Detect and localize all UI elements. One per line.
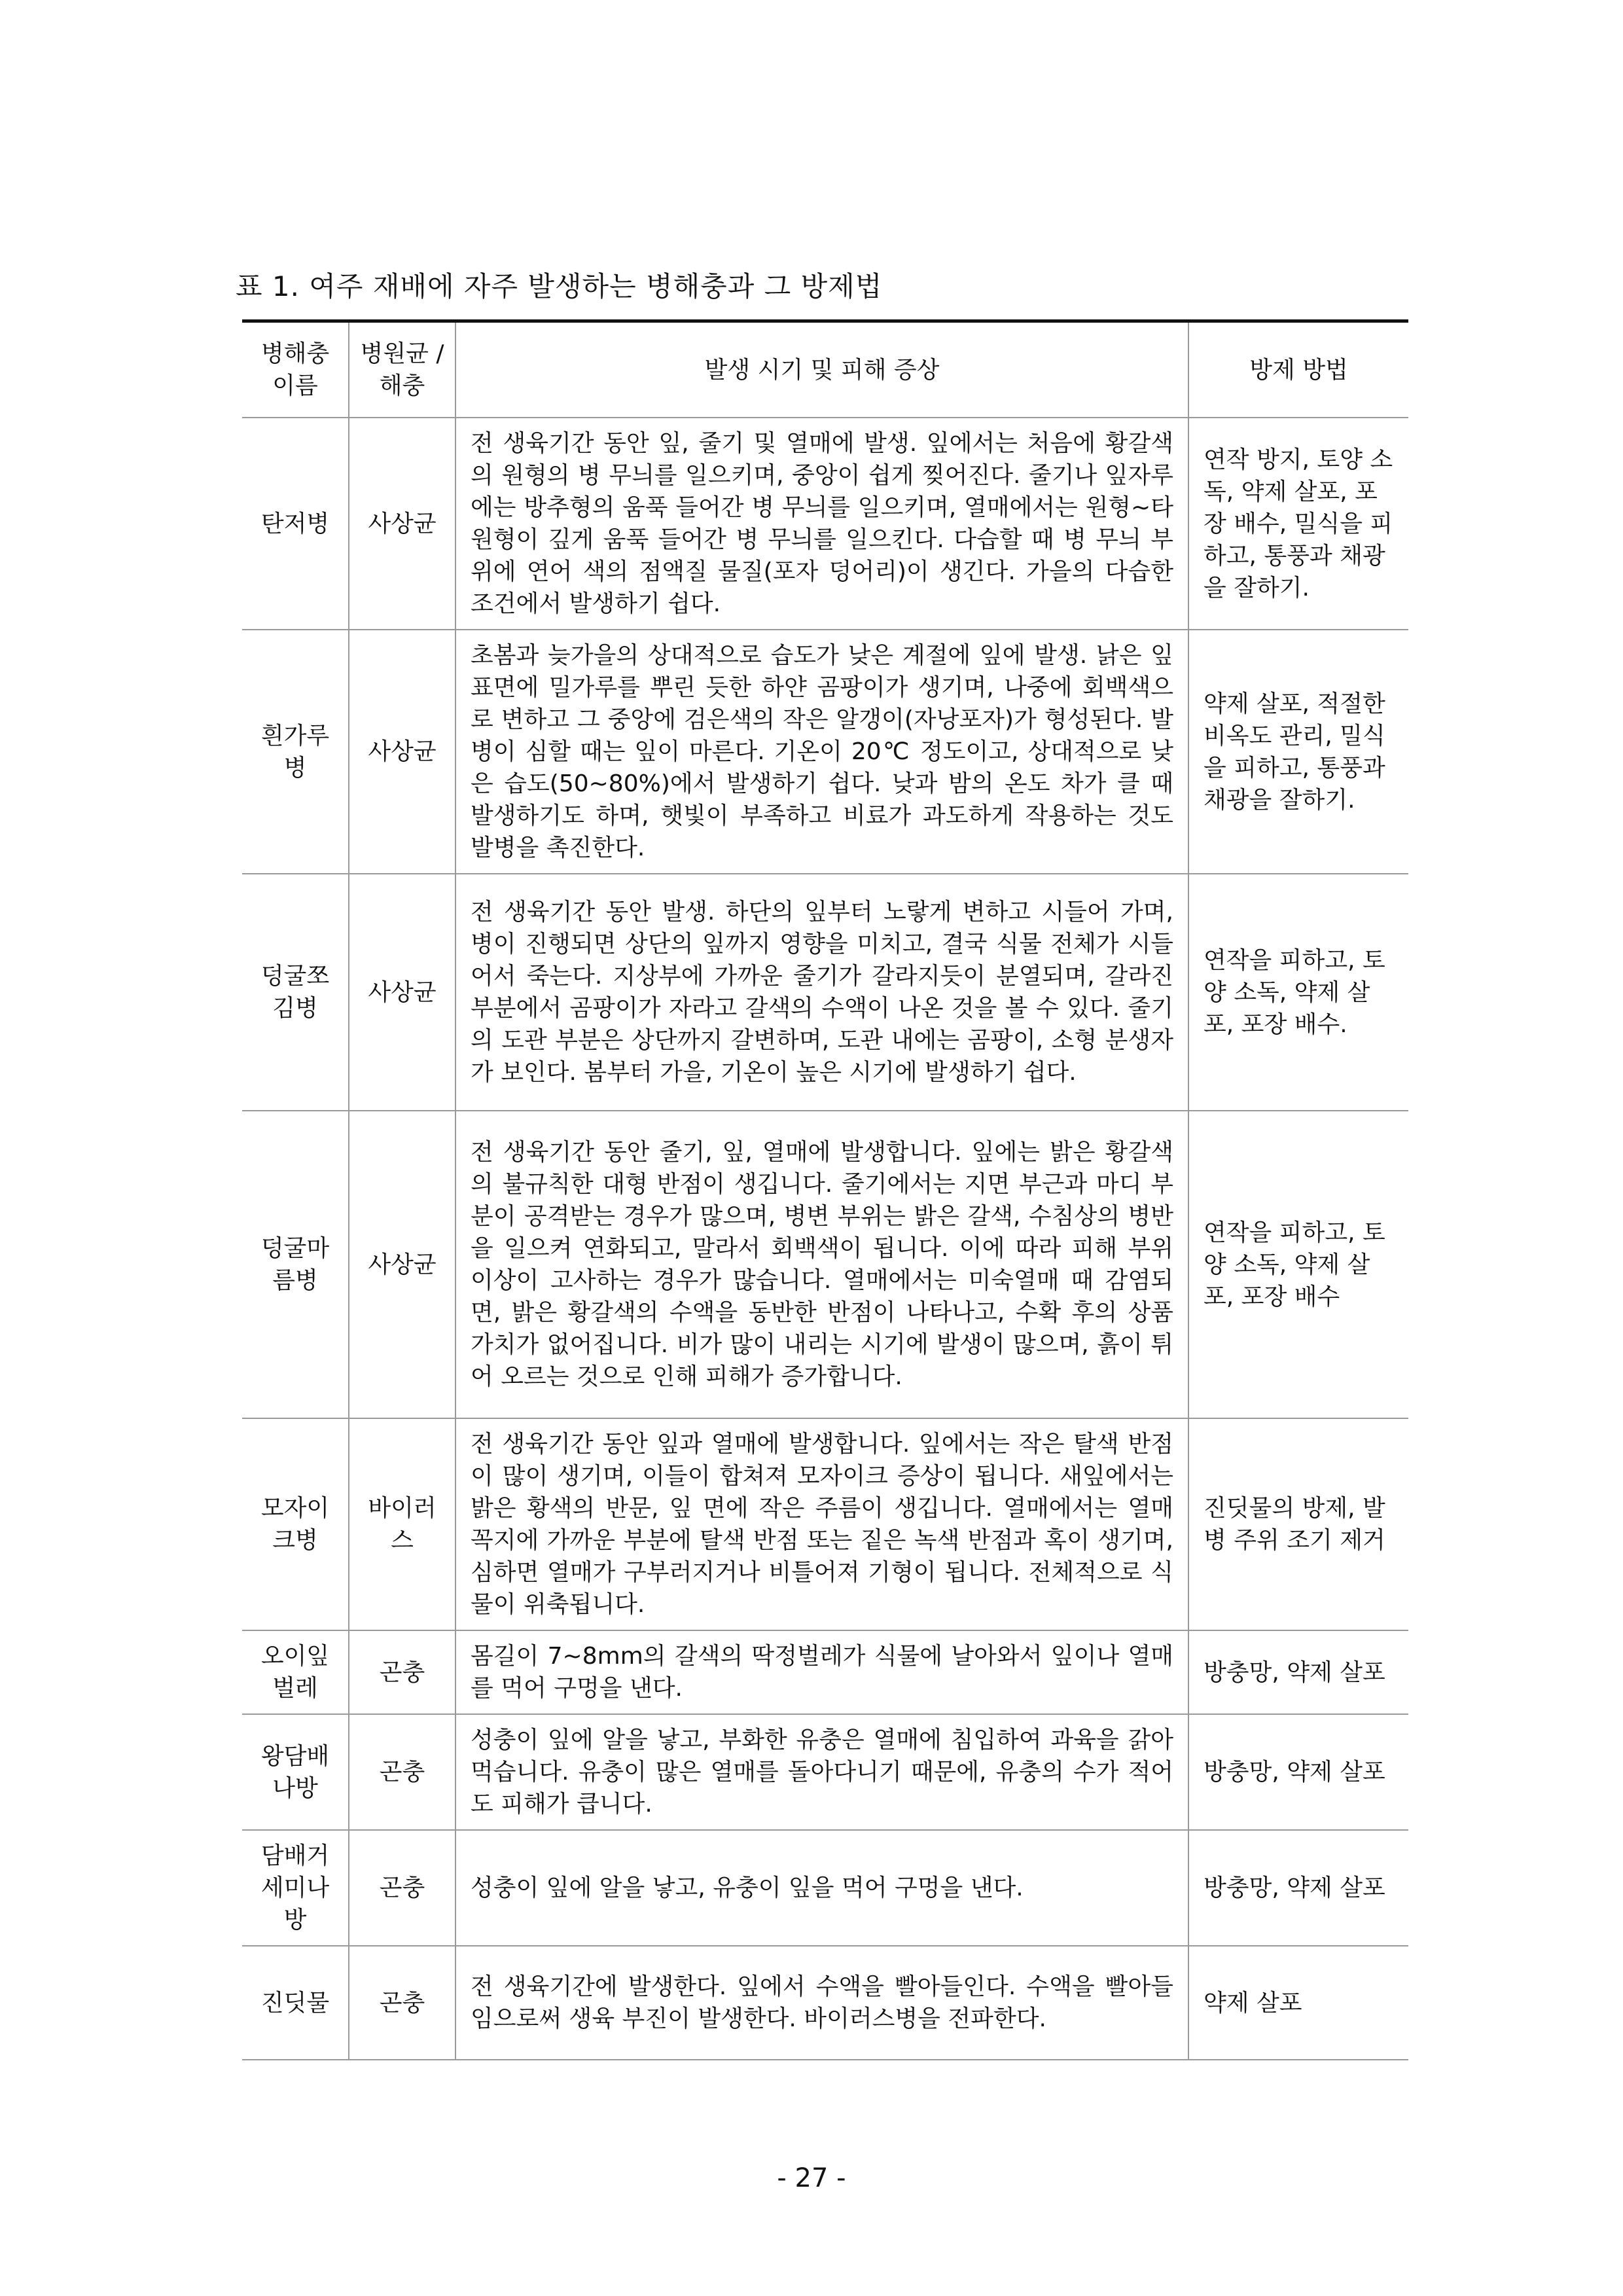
table-row [242, 874, 1408, 1111]
pest-type: 사상균 [349, 418, 455, 630]
header-type: 병원균 /해충 [349, 321, 455, 418]
pest-symptom: 성충이 잎에 알을 낳고, 부화한 유충은 열매에 침입하여 과육을 갉아먹습니다. 유충이 많은 열매를 돌아다니기 때문에, 유충의 수가 적어도 피해가 큽니다. [455, 1714, 1188, 1830]
header-name: 병해충 이름 [242, 321, 349, 418]
pest-control: 방충망, 약제 살포 [1188, 1714, 1408, 1830]
table-row [242, 1830, 1408, 1946]
header-symptom: 발생 시기 및 피해 증상 [455, 321, 1188, 418]
table-row [242, 1946, 1408, 2060]
table-row [242, 630, 1408, 874]
pest-type: 곤충 [349, 1630, 455, 1714]
table-caption: 표 1. 여주 재배에 자주 발생하는 병해충과 그 방제법 [236, 270, 883, 302]
pest-type: 곤충 [349, 1714, 455, 1830]
pest-control-table [242, 319, 1408, 2060]
pest-name: 모자이크병 [242, 1418, 349, 1630]
pest-control: 약제 살포 [1188, 1946, 1408, 2060]
pest-type: 곤충 [349, 1946, 455, 2060]
page-number: - 27 - [777, 2163, 846, 2193]
pest-name: 탄저병 [242, 418, 349, 630]
pest-name: 오이잎벌레 [242, 1630, 349, 1714]
pest-control: 연작을 피하고, 토양 소독, 약제 살포, 포장 배수. [1188, 874, 1408, 1111]
pest-control: 방충망, 약제 살포 [1188, 1630, 1408, 1714]
pest-control: 연작 방지, 토양 소독, 약제 살포, 포장 배수, 밀식을 피하고, 통풍과 채광을 잘하기. [1188, 418, 1408, 630]
pest-name: 왕담배나방 [242, 1714, 349, 1830]
header-control: 방제 방법 [1188, 321, 1408, 418]
pest-control: 연작을 피하고, 토양 소독, 약제 살포, 포장 배수 [1188, 1111, 1408, 1418]
pest-name: 담배거세미나방 [242, 1830, 349, 1946]
table-row [242, 1630, 1408, 1714]
pest-name: 진딧물 [242, 1946, 349, 2060]
pest-name: 덩굴쪼김병 [242, 874, 349, 1111]
pest-symptom: 초봄과 늦가을의 상대적으로 습도가 낮은 계절에 잎에 발생. 낡은 잎 표면에 밀가루를 뿌린 듯한 하얀 곰팡이가 생기며, 나중에 회백색으로 변하고 그 중앙에 검은색의 작은 알갱이(자낭포자)가 형성된다. 발병이 심할 때는 잎이 마른다. 기온이 20℃ 정도이고, 상대적으로 낮은 습도(50~80%)에서 발생하기 쉽다. 낮과 밤의 온도 차가 클 때 발생하기도 하며, 햇빛이 부족하고 비료가 과도하게 작용하는 것도 발병을 촉진한다. [455, 630, 1188, 874]
table-row [242, 1418, 1408, 1630]
table-row [242, 418, 1408, 630]
pest-type: 사상균 [349, 1111, 455, 1418]
pest-name: 덩굴마름병 [242, 1111, 349, 1418]
pest-symptom: 전 생육기간 동안 잎과 열매에 발생합니다. 잎에서는 작은 탈색 반점이 많이 생기며, 이들이 합쳐져 모자이크 증상이 됩니다. 새잎에서는 밝은 황색의 반문, 잎 면에 작은 주름이 생깁니다. 열매에서는 열매 꼭지에 가까운 부분에 탈색 반점 또는 짙은 녹색 반점과 혹이 생기며, 심하면 열매가 구부러지거나 비틀어져 기형이 됩니다. 전체적으로 식물이 위축됩니다. [455, 1418, 1188, 1630]
pest-symptom: 전 생육기간 동안 잎, 줄기 및 열매에 발생. 잎에서는 처음에 황갈색의 원형의 병 무늬를 일으키며, 중앙이 쉽게 찢어진다. 줄기나 잎자루에는 방추형의 움푹 들어간 병 무늬를 일으키며, 열매에서는 원형~타원형이 깊게 움푹 들어간 병 무늬를 일으킨다. 다습할 때 병 무늬 부위에 연어 색의 점액질 물질(포자 덩어리)이 생긴다. 가을의 다습한 조건에서 발생하기 쉽다. [455, 418, 1188, 630]
table-row [242, 1111, 1408, 1418]
pest-type: 사상균 [349, 630, 455, 874]
pest-symptom: 성충이 잎에 알을 낳고, 유충이 잎을 먹어 구멍을 낸다. [455, 1830, 1188, 1946]
pest-symptom: 전 생육기간 동안 줄기, 잎, 열매에 발생합니다. 잎에는 밝은 황갈색의 불규칙한 대형 반점이 생깁니다. 줄기에서는 지면 부근과 마디 부분이 공격받는 경우가 많으며, 병변 부위는 밝은 갈색, 수침상의 병반을 일으켜 연화되고, 말라서 회백색이 됩니다. 이에 따라 피해 부위 이상이 고사하는 경우가 많습니다. 열매에서는 미숙열매 때 감염되면, 밝은 황갈색의 수액을 동반한 반점이 나타나고, 수확 후의 상품 가치가 없어집니다. 비가 많이 내리는 시기에 발생이 많으며, 흙이 튀어 오르는 것으로 인해 피해가 증가합니다. [455, 1111, 1188, 1418]
pest-name: 흰가루병 [242, 630, 349, 874]
pest-symptom: 몸길이 7~8mm의 갈색의 딱정벌레가 식물에 날아와서 잎이나 열매를 먹어 구멍을 낸다. [455, 1630, 1188, 1714]
pest-type: 바이러스 [349, 1418, 455, 1630]
table-row [242, 1714, 1408, 1830]
pest-symptom: 전 생육기간에 발생한다. 잎에서 수액을 빨아들인다. 수액을 빨아들임으로써 생육 부진이 발생한다. 바이러스병을 전파한다. [455, 1946, 1188, 2060]
pest-control: 약제 살포, 적절한 비옥도 관리, 밀식을 피하고, 통풍과 채광을 잘하기. [1188, 630, 1408, 874]
pest-control: 방충망, 약제 살포 [1188, 1830, 1408, 1946]
pest-symptom: 전 생육기간 동안 발생. 하단의 잎부터 노랗게 변하고 시들어 가며, 병이 진행되면 상단의 잎까지 영향을 미치고, 결국 식물 전체가 시들어서 죽는다. 지상부에 가까운 줄기가 갈라지듯이 분열되며, 갈라진 부분에서 곰팡이가 자라고 갈색의 수액이 나온 것을 볼 수 있다. 줄기의 도관 부분은 상단까지 갈변하며, 도관 내에는 곰팡이, 소형 분생자가 보인다. 봄부터 가을, 기온이 높은 시기에 발생하기 쉽다. [455, 874, 1188, 1111]
table-header-row [242, 321, 1408, 418]
pest-type: 사상균 [349, 874, 455, 1111]
pest-type: 곤충 [349, 1830, 455, 1946]
pest-control: 진딧물의 방제, 발병 주위 조기 제거 [1188, 1418, 1408, 1630]
